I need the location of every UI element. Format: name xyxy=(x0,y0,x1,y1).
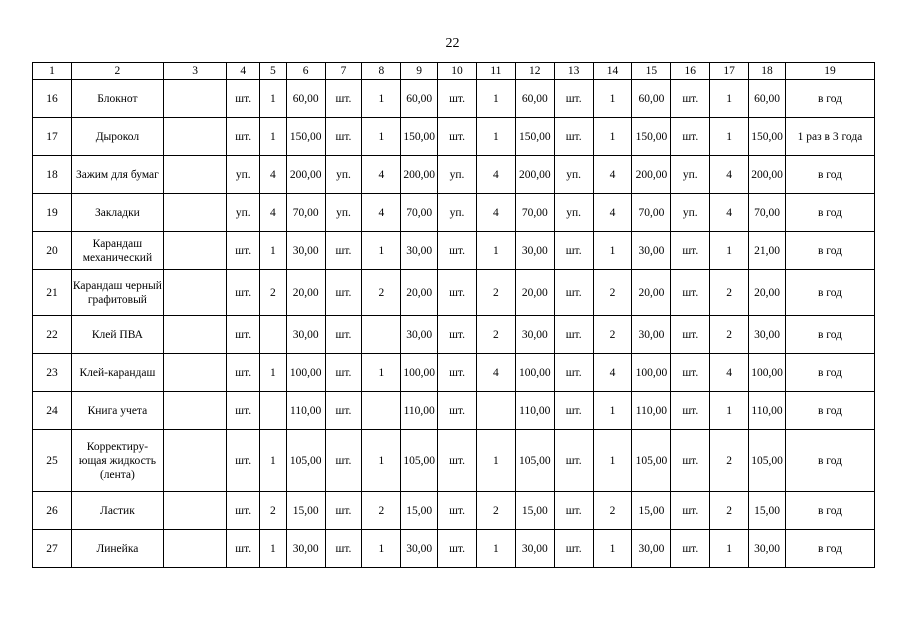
table-cell: 1 xyxy=(476,232,515,270)
table-cell: 20,00 xyxy=(749,270,786,316)
table-cell: уп. xyxy=(227,194,260,232)
table-cell: 1 раз в 3 года xyxy=(785,118,874,156)
table-cell: шт. xyxy=(227,316,260,354)
table-cell: 19 xyxy=(33,194,72,232)
column-header-7: 7 xyxy=(325,63,362,80)
column-header-8: 8 xyxy=(362,63,401,80)
table-cell: 1 xyxy=(593,80,632,118)
table-cell: в год xyxy=(785,80,874,118)
table-cell xyxy=(163,194,226,232)
table-cell: 24 xyxy=(33,392,72,430)
column-header-11: 11 xyxy=(476,63,515,80)
column-header-13: 13 xyxy=(554,63,593,80)
table-cell xyxy=(260,392,287,430)
table-cell: шт. xyxy=(671,392,710,430)
table-cell: Карандаш механический xyxy=(71,232,163,270)
table-cell: 15,00 xyxy=(632,492,671,530)
table-cell: шт. xyxy=(554,530,593,568)
table-cell: 150,00 xyxy=(515,118,554,156)
table-cell: 4 xyxy=(260,194,287,232)
table-cell: 15,00 xyxy=(749,492,786,530)
table-cell: шт. xyxy=(227,270,260,316)
table-cell: 20,00 xyxy=(632,270,671,316)
table-cell: шт. xyxy=(554,392,593,430)
table-cell: 23 xyxy=(33,354,72,392)
table-cell: уп. xyxy=(554,156,593,194)
column-header-16: 16 xyxy=(671,63,710,80)
table-cell: шт. xyxy=(325,430,362,492)
norms-table xyxy=(32,62,875,568)
table-cell: 70,00 xyxy=(515,194,554,232)
table-cell: 30,00 xyxy=(515,232,554,270)
table-cell: шт. xyxy=(438,430,477,492)
table-cell: шт. xyxy=(554,492,593,530)
table-cell: 22 xyxy=(33,316,72,354)
table-cell: 21 xyxy=(33,270,72,316)
table-cell: 30,00 xyxy=(749,316,786,354)
table-cell: шт. xyxy=(438,232,477,270)
table-cell: 1 xyxy=(476,80,515,118)
column-header-2: 2 xyxy=(71,63,163,80)
table-cell: 30,00 xyxy=(401,530,438,568)
table-cell: 2 xyxy=(362,492,401,530)
table-cell: шт. xyxy=(554,354,593,392)
table-cell: шт. xyxy=(325,492,362,530)
table-cell: шт. xyxy=(554,232,593,270)
table-cell xyxy=(163,492,226,530)
table-cell: шт. xyxy=(671,118,710,156)
table-cell: в год xyxy=(785,492,874,530)
table-cell: 70,00 xyxy=(632,194,671,232)
table-cell: Закладки xyxy=(71,194,163,232)
column-header-18: 18 xyxy=(749,63,786,80)
table-cell: 18 xyxy=(33,156,72,194)
table-cell: 1 xyxy=(710,392,749,430)
table-cell: 4 xyxy=(260,156,287,194)
table-cell: шт. xyxy=(227,232,260,270)
table-cell xyxy=(163,530,226,568)
table-cell: шт. xyxy=(554,80,593,118)
table-cell: уп. xyxy=(671,156,710,194)
table-cell: 1 xyxy=(593,392,632,430)
table-cell: 2 xyxy=(260,270,287,316)
table-cell: 4 xyxy=(593,354,632,392)
table-cell: 30,00 xyxy=(515,316,554,354)
table-cell: шт. xyxy=(325,354,362,392)
table-cell: 60,00 xyxy=(286,80,325,118)
table-cell: 4 xyxy=(476,354,515,392)
table-cell: шт. xyxy=(227,492,260,530)
table-cell: шт. xyxy=(671,492,710,530)
table-cell: 4 xyxy=(710,194,749,232)
table-cell: 110,00 xyxy=(401,392,438,430)
table-cell: 4 xyxy=(710,354,749,392)
table-cell: в год xyxy=(785,530,874,568)
table-cell: уп. xyxy=(438,156,477,194)
table-cell: шт. xyxy=(438,270,477,316)
table-cell: 200,00 xyxy=(286,156,325,194)
table-cell: уп. xyxy=(554,194,593,232)
table-cell: 1 xyxy=(593,430,632,492)
table-row xyxy=(33,270,875,316)
table-cell xyxy=(163,156,226,194)
table-cell: 25 xyxy=(33,430,72,492)
table-cell: 30,00 xyxy=(632,232,671,270)
table-cell: 150,00 xyxy=(749,118,786,156)
table-cell xyxy=(260,316,287,354)
column-header-4: 4 xyxy=(227,63,260,80)
table-cell: 1 xyxy=(593,232,632,270)
table-cell: 110,00 xyxy=(632,392,671,430)
table-cell: 150,00 xyxy=(401,118,438,156)
table-cell: 100,00 xyxy=(401,354,438,392)
table-cell: в год xyxy=(785,430,874,492)
table-cell: шт. xyxy=(438,118,477,156)
table-cell: шт. xyxy=(438,392,477,430)
table-row xyxy=(33,430,875,492)
table-cell: шт. xyxy=(227,430,260,492)
table-cell: 20,00 xyxy=(515,270,554,316)
table-cell: 70,00 xyxy=(401,194,438,232)
table-cell: шт. xyxy=(227,392,260,430)
table-cell: шт. xyxy=(325,118,362,156)
table-cell: 4 xyxy=(593,194,632,232)
table-cell: 60,00 xyxy=(515,80,554,118)
table-cell: 1 xyxy=(362,118,401,156)
table-cell: 105,00 xyxy=(515,430,554,492)
table-cell: шт. xyxy=(554,316,593,354)
table-cell: 1 xyxy=(710,530,749,568)
table-cell: шт. xyxy=(671,354,710,392)
table-cell: шт. xyxy=(671,316,710,354)
table-cell: шт. xyxy=(554,118,593,156)
table-cell: шт. xyxy=(438,492,477,530)
table-cell: 4 xyxy=(362,156,401,194)
table-cell: 1 xyxy=(476,430,515,492)
table-cell: Книга учета xyxy=(71,392,163,430)
table-row xyxy=(33,194,875,232)
table-cell: Клей ПВА xyxy=(71,316,163,354)
table-cell: Клей-карандаш xyxy=(71,354,163,392)
table-cell: 4 xyxy=(362,194,401,232)
column-header-17: 17 xyxy=(710,63,749,80)
table-cell xyxy=(163,392,226,430)
table-cell: шт. xyxy=(671,232,710,270)
table-cell: в год xyxy=(785,232,874,270)
table-cell: 30,00 xyxy=(749,530,786,568)
table-cell: в год xyxy=(785,194,874,232)
table-cell: 30,00 xyxy=(632,530,671,568)
table-cell: уп. xyxy=(325,194,362,232)
table-cell: 1 xyxy=(710,118,749,156)
table-cell: 1 xyxy=(362,530,401,568)
table-row xyxy=(33,80,875,118)
table-cell: шт. xyxy=(325,80,362,118)
table-cell: 105,00 xyxy=(286,430,325,492)
column-header-6: 6 xyxy=(286,63,325,80)
column-header-15: 15 xyxy=(632,63,671,80)
table-cell: 2 xyxy=(476,270,515,316)
table-body xyxy=(33,80,875,568)
table-cell: 15,00 xyxy=(401,492,438,530)
table-cell: 30,00 xyxy=(515,530,554,568)
table-cell: 1 xyxy=(260,118,287,156)
page-number: 22 xyxy=(445,36,460,51)
table-cell: 2 xyxy=(710,430,749,492)
table-cell: 2 xyxy=(593,270,632,316)
table-cell: 2 xyxy=(593,316,632,354)
table-cell: в год xyxy=(785,392,874,430)
table-cell: 30,00 xyxy=(286,316,325,354)
table-cell: 150,00 xyxy=(632,118,671,156)
table-cell: 105,00 xyxy=(632,430,671,492)
table-cell xyxy=(163,316,226,354)
table-cell: шт. xyxy=(227,530,260,568)
table-cell: шт. xyxy=(325,530,362,568)
table-cell: 70,00 xyxy=(749,194,786,232)
table-cell: шт. xyxy=(438,530,477,568)
table-cell: 1 xyxy=(362,430,401,492)
table-cell: 100,00 xyxy=(286,354,325,392)
column-header-12: 12 xyxy=(515,63,554,80)
column-header-3: 3 xyxy=(163,63,226,80)
table-cell: уп. xyxy=(438,194,477,232)
column-header-14: 14 xyxy=(593,63,632,80)
table-cell: 2 xyxy=(476,316,515,354)
table-cell: 30,00 xyxy=(632,316,671,354)
table-cell: 26 xyxy=(33,492,72,530)
table-cell: 70,00 xyxy=(286,194,325,232)
table-row xyxy=(33,316,875,354)
table-cell: 2 xyxy=(710,492,749,530)
table-cell xyxy=(362,392,401,430)
table-cell: 30,00 xyxy=(401,232,438,270)
table-cell: 4 xyxy=(710,156,749,194)
table-cell: 1 xyxy=(362,80,401,118)
table-cell: 1 xyxy=(593,530,632,568)
table-cell: 2 xyxy=(593,492,632,530)
table-cell: Корректиру-ющая жидкость (лента) xyxy=(71,430,163,492)
table-cell: 150,00 xyxy=(286,118,325,156)
header-row xyxy=(33,63,875,80)
table-cell: 100,00 xyxy=(749,354,786,392)
table-cell: 1 xyxy=(710,80,749,118)
table-cell: шт. xyxy=(325,392,362,430)
table-cell: 16 xyxy=(33,80,72,118)
table-cell: Линейка xyxy=(71,530,163,568)
table-cell: 110,00 xyxy=(749,392,786,430)
table-row xyxy=(33,354,875,392)
table-cell: 1 xyxy=(260,430,287,492)
table-row xyxy=(33,492,875,530)
table-row xyxy=(33,392,875,430)
table-cell: 1 xyxy=(476,118,515,156)
table-cell: 1 xyxy=(260,530,287,568)
table-cell: шт. xyxy=(554,430,593,492)
table-cell: 105,00 xyxy=(401,430,438,492)
table-cell: шт. xyxy=(671,430,710,492)
table-cell: шт. xyxy=(227,118,260,156)
column-header-10: 10 xyxy=(438,63,477,80)
table-cell: в год xyxy=(785,316,874,354)
table-cell xyxy=(163,232,226,270)
table-cell: в год xyxy=(785,354,874,392)
table-cell: 4 xyxy=(593,156,632,194)
table-cell: шт. xyxy=(438,316,477,354)
table-cell xyxy=(362,316,401,354)
table-cell: шт. xyxy=(325,270,362,316)
table-cell: 100,00 xyxy=(515,354,554,392)
table-cell: 27 xyxy=(33,530,72,568)
table-cell: 1 xyxy=(260,354,287,392)
table-row xyxy=(33,530,875,568)
table-cell: 105,00 xyxy=(749,430,786,492)
table-cell: 17 xyxy=(33,118,72,156)
table-cell: в год xyxy=(785,270,874,316)
table-cell: 60,00 xyxy=(401,80,438,118)
table-cell: 2 xyxy=(476,492,515,530)
table-cell: 2 xyxy=(710,270,749,316)
column-header-19: 19 xyxy=(785,63,874,80)
table-cell: 100,00 xyxy=(632,354,671,392)
table-cell: 20,00 xyxy=(286,270,325,316)
column-header-1: 1 xyxy=(33,63,72,80)
table-cell: шт. xyxy=(671,270,710,316)
table-cell: в год xyxy=(785,156,874,194)
table-cell: шт. xyxy=(438,354,477,392)
table-cell: 1 xyxy=(476,530,515,568)
table-cell: 4 xyxy=(476,194,515,232)
table-cell: 21,00 xyxy=(749,232,786,270)
table-row xyxy=(33,232,875,270)
table-cell: Карандаш черный графитовый xyxy=(71,270,163,316)
table-cell: шт. xyxy=(671,80,710,118)
table-cell: уп. xyxy=(325,156,362,194)
table-cell: Ластик xyxy=(71,492,163,530)
table-cell: уп. xyxy=(671,194,710,232)
table-cell: 15,00 xyxy=(286,492,325,530)
table-cell: 1 xyxy=(362,232,401,270)
table-row xyxy=(33,118,875,156)
table-cell: уп. xyxy=(227,156,260,194)
table-cell: 30,00 xyxy=(401,316,438,354)
table-cell: шт. xyxy=(671,530,710,568)
table-cell: 2 xyxy=(710,316,749,354)
table-cell: 2 xyxy=(260,492,287,530)
table-cell: 110,00 xyxy=(286,392,325,430)
table-cell: шт. xyxy=(325,232,362,270)
table-cell: 200,00 xyxy=(749,156,786,194)
table-cell: шт. xyxy=(227,354,260,392)
table-cell: 15,00 xyxy=(515,492,554,530)
table-cell: 4 xyxy=(476,156,515,194)
table-cell xyxy=(163,354,226,392)
table-cell xyxy=(476,392,515,430)
table-cell: 20 xyxy=(33,232,72,270)
table-cell: 2 xyxy=(362,270,401,316)
table-cell xyxy=(163,80,226,118)
table-cell: шт. xyxy=(554,270,593,316)
table-cell: 1 xyxy=(710,232,749,270)
table-cell: 60,00 xyxy=(749,80,786,118)
table-cell: Дырокол xyxy=(71,118,163,156)
table-cell: 200,00 xyxy=(632,156,671,194)
table-row xyxy=(33,156,875,194)
table-cell: 1 xyxy=(260,80,287,118)
table-cell: 20,00 xyxy=(401,270,438,316)
table-cell: 110,00 xyxy=(515,392,554,430)
table-cell: Блокнот xyxy=(71,80,163,118)
table-cell: шт. xyxy=(438,80,477,118)
column-header-9: 9 xyxy=(401,63,438,80)
table-cell: 30,00 xyxy=(286,530,325,568)
table-cell: 200,00 xyxy=(515,156,554,194)
table-cell: 1 xyxy=(593,118,632,156)
table-cell: шт. xyxy=(227,80,260,118)
table-cell xyxy=(163,270,226,316)
table-cell: Зажим для бумаг xyxy=(71,156,163,194)
column-header-5: 5 xyxy=(260,63,287,80)
table-cell: 1 xyxy=(260,232,287,270)
table-cell: 60,00 xyxy=(632,80,671,118)
table-cell: 200,00 xyxy=(401,156,438,194)
table-cell: 30,00 xyxy=(286,232,325,270)
table-cell xyxy=(163,430,226,492)
table-cell: шт. xyxy=(325,316,362,354)
table-cell xyxy=(163,118,226,156)
table-cell: 1 xyxy=(362,354,401,392)
